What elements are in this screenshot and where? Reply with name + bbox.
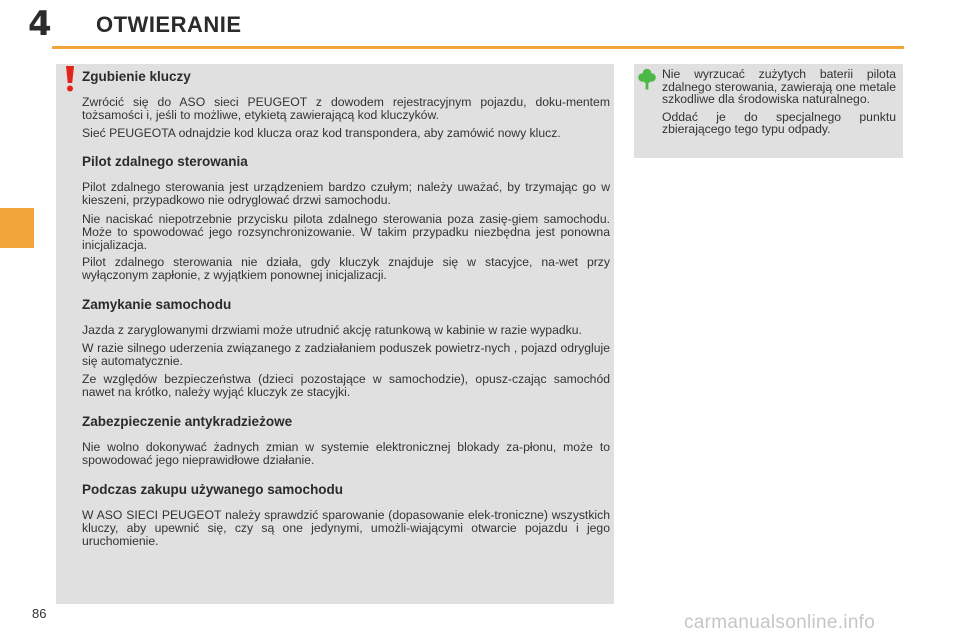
section-title-locking: Zamykanie samochodu: [82, 297, 232, 312]
paragraph: Zwrócić się do ASO sieci PEUGEOT z dowodem rejestracyjnym pojazdu, doku-mentem tożsamości i, jeśli to możliwe, etykietą zawierającą kod kluczyków.: [82, 95, 610, 122]
chapter-number: 4: [28, 4, 52, 44]
exclamation-icon: [63, 66, 77, 92]
paragraph: W ASO SIECI PEUGEOT należy sprawdzić sparowanie (dopasowanie elek-troniczne) wszystkich kluczy, aby upewnić się, czy są one jedynymi, umożli-wiającymi otwarcie pojazdu i jego uruchomienie.: [82, 508, 610, 548]
paragraph: Ze względów bezpieczeństwa (dzieci pozostające w samochodzie), opusz-czając samochód nawet na krótko, należy wyjąć kluczyk ze stacyjki.: [82, 372, 610, 399]
note-paragraph: Oddać je do specjalnego punktu zbierającego tego typu odpady.: [662, 109, 896, 136]
paragraph: Jazda z zaryglowanymi drzwiami może utrudnić akcję ratunkową w kabinie w razie wypadku.: [82, 323, 582, 337]
paragraph: Nie wolno dokonywać żadnych zmian w systemie elektronicznej blokady za-płonu, może to spowodować jego nieprawidłowe działanie.: [82, 440, 610, 467]
paragraph: Pilot zdalnego sterowania jest urządzeniem bardzo czułym; należy uważać, by trzymając go w kieszeni, przypadkowo nie odryglować drzwi samochodu.: [82, 180, 610, 207]
section-title-anti-theft: Zabezpieczenie antykradzieżowe: [82, 414, 293, 429]
section-title-used-vehicle: Podczas zakupu używanego samochodu: [82, 482, 344, 497]
warning-content: [82, 64, 610, 548]
page-number: 86: [32, 606, 47, 621]
note-paragraph: Nie wyrzucać zużytych baterii pilota zdalnego sterowania, zawierają one metale szkodliwe dla środowiska naturalnego.: [662, 67, 896, 106]
paragraph: Sieć PEUGEOTA odnajdzie kod klucza oraz kod transpondera, aby zamówić nowy klucz.: [82, 126, 561, 140]
chapter-title: OTWIERANIE: [96, 12, 242, 37]
watermark: carmanualsonline.info: [684, 612, 876, 633]
paragraph: W razie silnego uderzenia związanego z zadziałaniem poduszek powietrz-nych , pojazd odrygluje się automatycznie.: [82, 341, 610, 368]
tree-icon: [638, 68, 656, 90]
chapter-tab: [0, 208, 34, 248]
header-rule: [52, 46, 904, 49]
section-title-remote-control: Pilot zdalnego sterowania: [82, 154, 248, 169]
paragraph: Pilot zdalnego sterowania nie działa, gdy kluczyk znajduje się w stacyjce, na-wet przy wyłączonym zapłonie, z wyjątkiem ponownej inicjalizacji.: [82, 255, 610, 282]
section-title-lost-keys: Zgubienie kluczy: [82, 69, 191, 84]
paragraph: Nie naciskać niepotrzebnie przycisku pilota zdalnego sterowania poza zasię-giem samochodu. Może to spowodować jego rozsynchronizowanie. W takim przypadku niezbędna jest ponowna inicjalizacja.: [82, 212, 610, 252]
environment-note: [662, 68, 896, 136]
